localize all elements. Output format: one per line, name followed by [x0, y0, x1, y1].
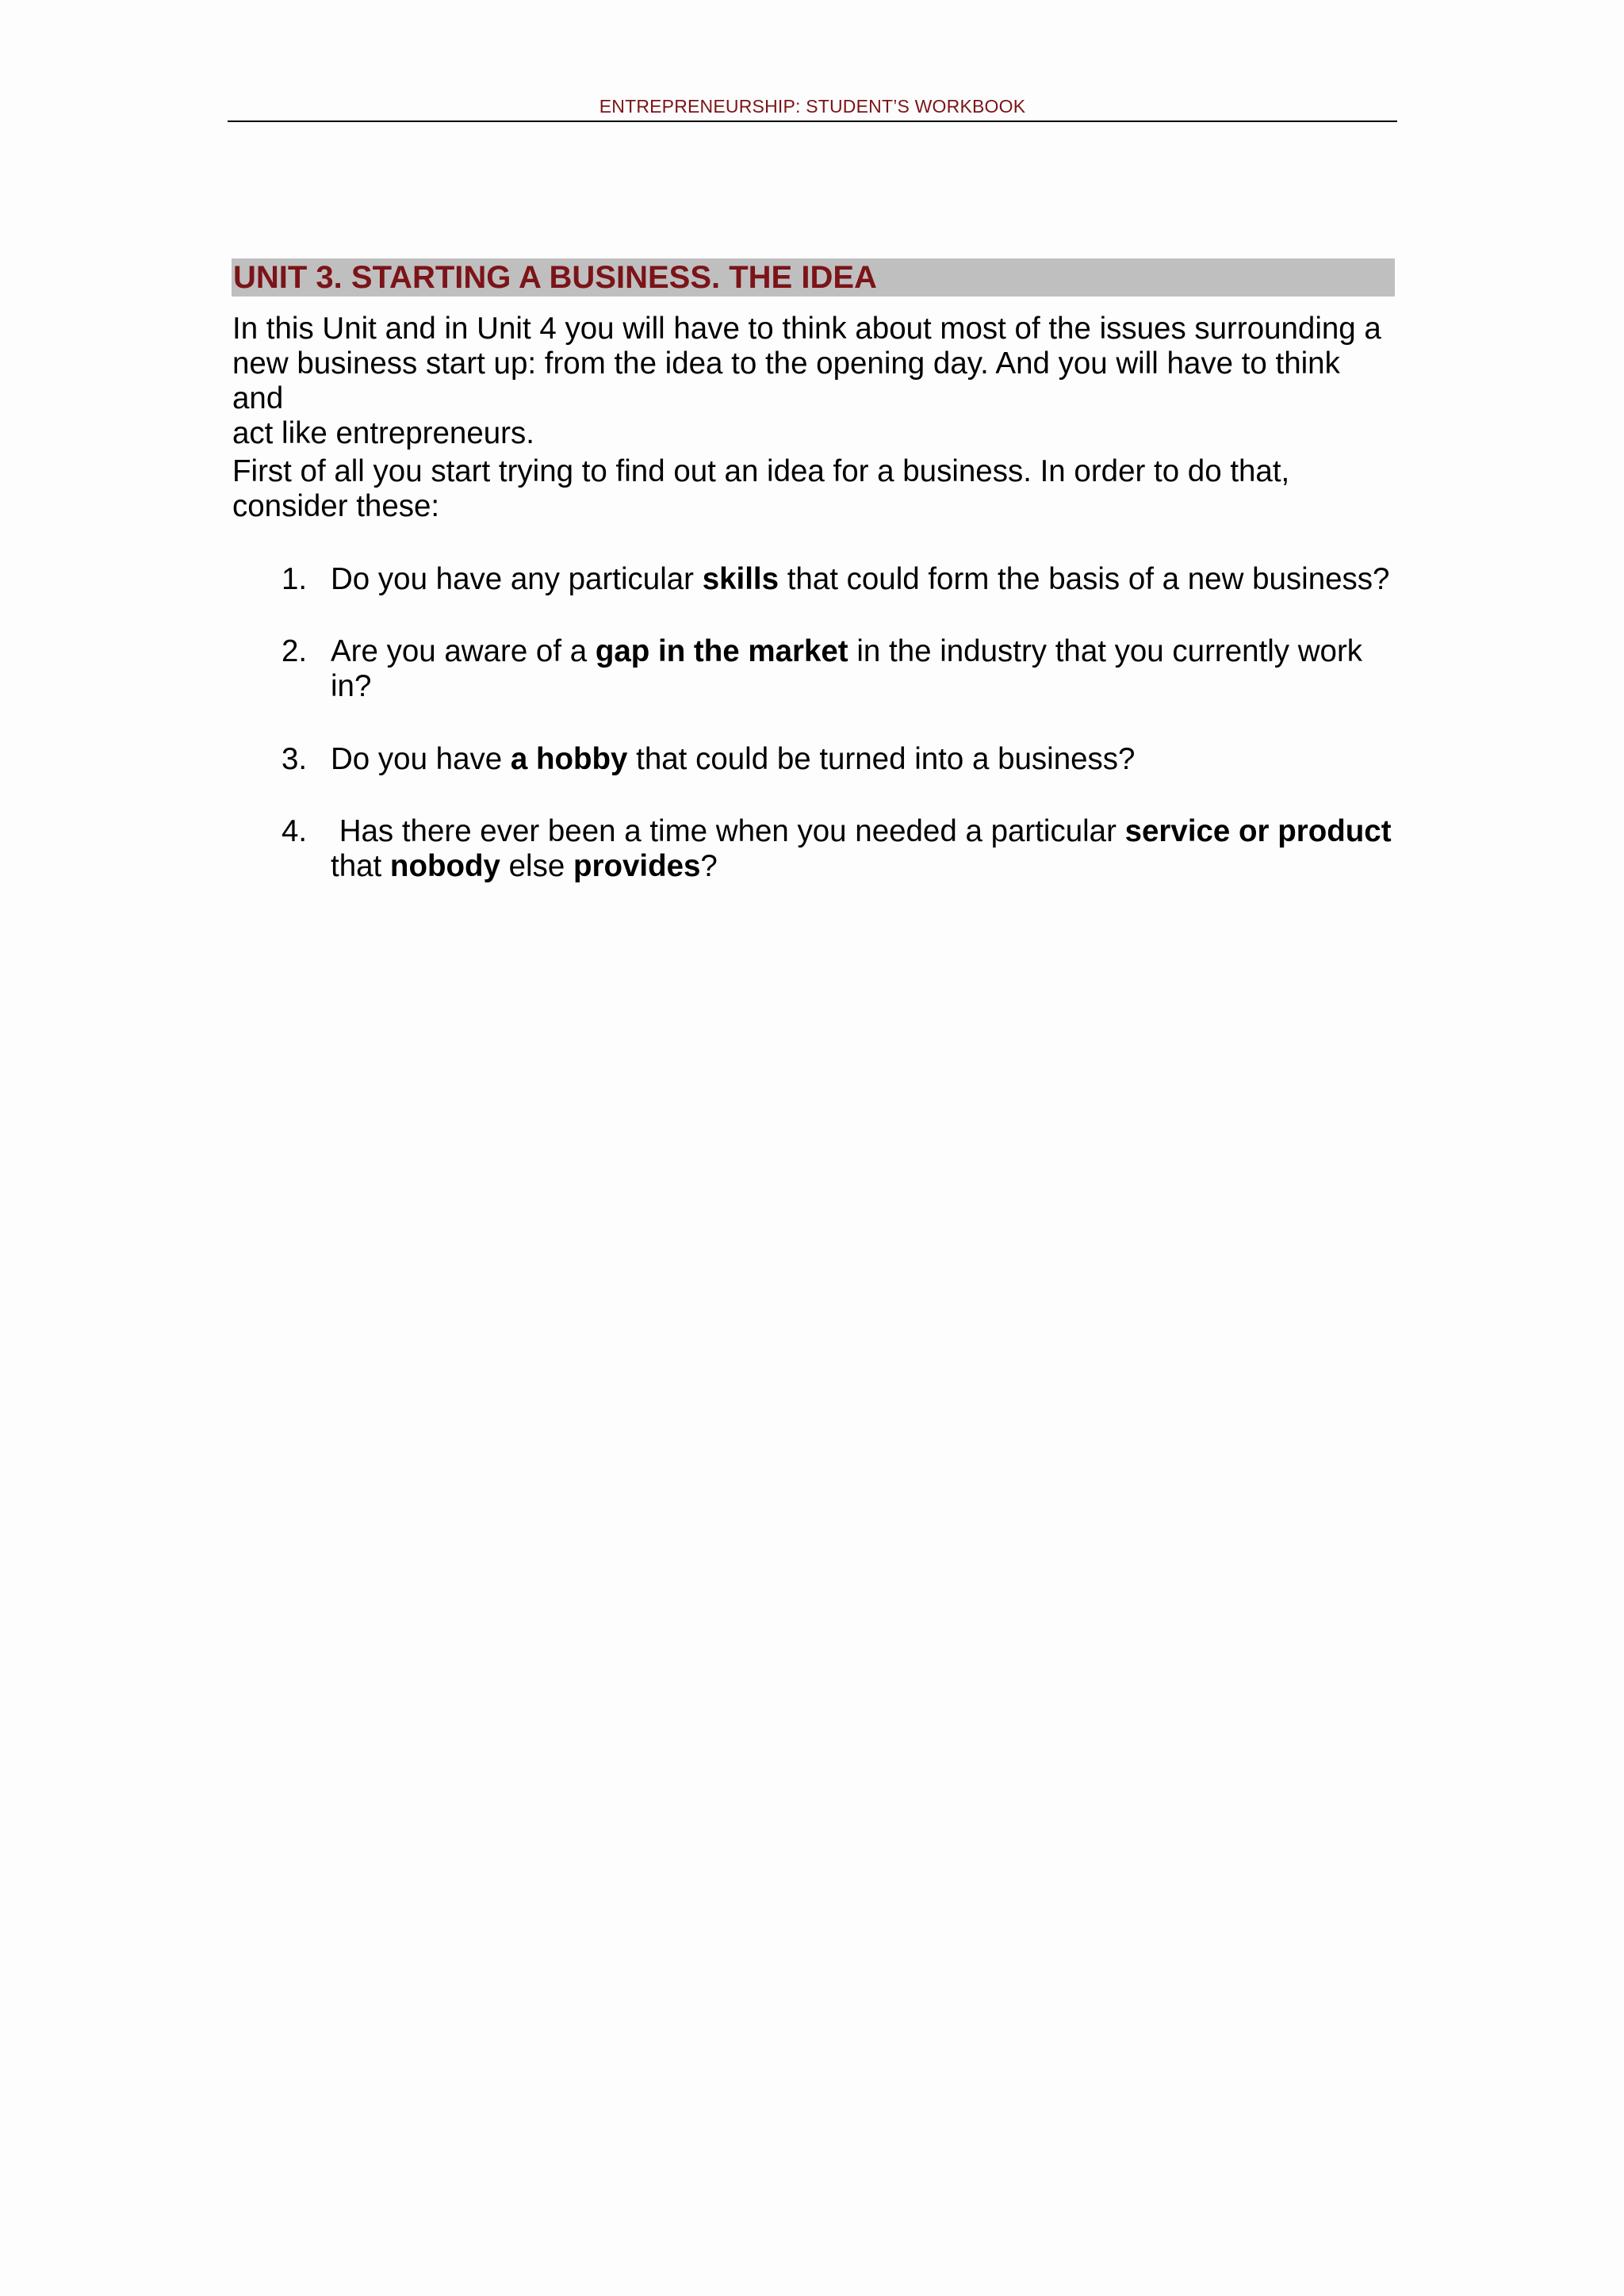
- question-text-run: that could be turned into a business?: [627, 742, 1136, 776]
- question-text-run: Do you have: [331, 742, 511, 776]
- question-text-run: Do you have any particular: [331, 562, 703, 596]
- question-number: 1.: [282, 562, 308, 596]
- question-text-run: that could form the basis of a new business?: [779, 562, 1390, 596]
- question-text: [331, 634, 1401, 704]
- question-text-run: that: [331, 849, 390, 883]
- question-text-run: in the industry that you currently work: [848, 634, 1363, 668]
- question-keyword: provides: [573, 849, 701, 883]
- intro-line: act like entrepreneurs.: [232, 416, 534, 450]
- question-text-run: ?: [700, 849, 718, 883]
- question-keyword: skills: [702, 562, 779, 596]
- question-keyword: nobody: [389, 849, 500, 883]
- question-number: 2.: [282, 634, 308, 668]
- question-text: [331, 742, 1401, 777]
- unit-heading: UNIT 3. STARTING A BUSINESS. THE IDEA: [232, 258, 1395, 297]
- lead-line: consider these:: [232, 489, 440, 523]
- question-keyword: gap in the market: [595, 634, 848, 668]
- question-text-run: Are you aware of a: [331, 634, 596, 668]
- question-number: 4.: [282, 814, 308, 848]
- intro-line: In this Unit and in Unit 4 you will have to think about most of the issues surrounding a: [232, 312, 1381, 346]
- question-keyword: service or product: [1124, 814, 1392, 848]
- question-text-run: Has there ever been a time when you needed a particular: [331, 814, 1125, 848]
- header-divider: [228, 121, 1397, 122]
- lead-paragraph: [232, 454, 1398, 524]
- question-text-run: else: [500, 849, 573, 883]
- question-number: 3.: [282, 742, 308, 776]
- question-keyword: a hobby: [510, 742, 628, 776]
- question-text: [331, 814, 1401, 884]
- question-text: [331, 562, 1401, 597]
- question-text-run: in?: [331, 669, 372, 703]
- lead-line: First of all you start trying to find out an idea for a business. In order to do that,: [232, 454, 1290, 488]
- running-header: ENTREPRENEURSHIP: STUDENT’S WORKBOOK: [599, 96, 1026, 117]
- intro-line: new business start up: from the idea to the opening day. And you will have to think and: [232, 346, 1340, 415]
- intro-paragraph: [232, 312, 1398, 451]
